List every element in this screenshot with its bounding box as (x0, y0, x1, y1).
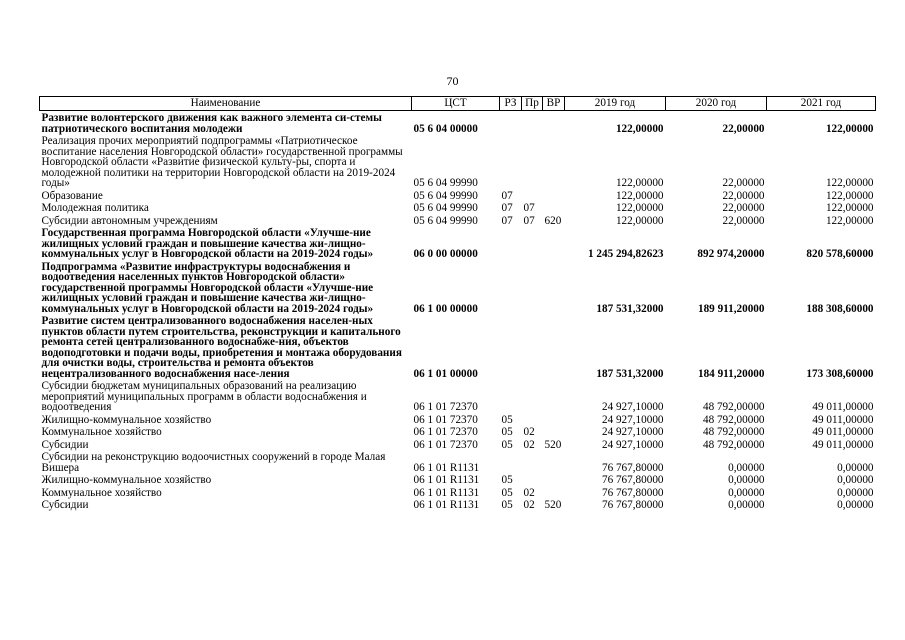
row-value-2020: 189 911,20000 (697, 302, 765, 315)
header-name: Наименование (40, 97, 412, 111)
row-value-2019: 76 767,80000 (601, 461, 664, 474)
row-value-2021: 122,00000 (825, 214, 874, 227)
row-cst: 06 1 01 72370 (413, 401, 478, 413)
row-name: Реализация прочих мероприятий подпрограммы «Патриотическое воспитание населения Новгородской области» государственной программы Новгородской области «Развитие физической культу-ры, спорта и молодежной политики на территории Новгородской области на 2019-2024 годы» (41, 135, 403, 189)
row-value-2019: 24 927,10000 (601, 413, 664, 426)
row-name: Развитие волонтерского движения как важного элемента си-стемы патриотического воспитания молодежи (41, 112, 382, 135)
row-vr (543, 425, 565, 438)
header-pr: Пр (522, 97, 543, 111)
table-header-row (40, 97, 876, 111)
row-name: Субсидии (41, 438, 89, 451)
row-value-2020: 0,00000 (728, 499, 765, 511)
row-vr (543, 486, 565, 499)
row-rz (500, 450, 522, 473)
row-cst: 06 1 00 00000 (413, 302, 478, 315)
row-value-2021: 49 011,00000 (812, 401, 874, 413)
row-value-2021: 173 308,60000 (806, 367, 874, 380)
table-row (40, 134, 876, 189)
row-rz: 07 (501, 202, 513, 214)
row-pr (522, 189, 543, 202)
row-value-2021: 122,00000 (825, 122, 874, 135)
row-rz: 05 (501, 426, 513, 438)
row-vr (543, 134, 565, 189)
budget-table (39, 96, 876, 511)
row-cst: 06 1 01 R1131 (413, 499, 480, 511)
row-name: Развитие систем централизованного водоснабжения населен-ных пунктов области путем строительства, реконструкции и капитального ремонта сетей централизованного водоснабже-ния, объектов водоподготовки и подачи воды, приобретения и монтажа оборудования для очистки воды, строительства и ремонта объектов нецентрализованного водоснабжения насе-ления (41, 315, 402, 380)
row-vr (543, 226, 565, 260)
row-pr: 07 (523, 202, 535, 214)
row-name: Жилищно-коммунальное хозяйство (41, 474, 212, 486)
row-value-2019: 24 927,10000 (601, 401, 664, 413)
row-rz: 05 (501, 486, 513, 499)
row-name: Субсидии бюджетам муниципальных образований на реализацию мероприятий муниципальных программ в области водоснабжения и водоотведения (41, 380, 367, 413)
row-cst: 06 0 00 00000 (413, 248, 478, 260)
row-pr (522, 134, 543, 189)
row-rz: 05 (501, 474, 513, 486)
row-value-2021: 820 578,60000 (806, 248, 874, 260)
row-value-2020: 48 792,00000 (702, 438, 765, 451)
row-value-2020: 0,00000 (728, 474, 765, 486)
row-value-2020: 22,00000 (722, 122, 765, 135)
row-pr: 02 (523, 426, 535, 438)
row-value-2020: 0,00000 (728, 486, 765, 499)
row-value-2021: 122,00000 (825, 177, 874, 189)
row-pr (522, 260, 543, 315)
row-value-2020: 22,00000 (722, 189, 765, 202)
row-vr (543, 379, 565, 413)
table-row (40, 214, 876, 227)
row-name: Образование (41, 189, 103, 202)
row-rz: 05 (501, 499, 513, 511)
row-pr: 02 (523, 499, 535, 511)
row-value-2020: 22,00000 (722, 177, 765, 189)
row-value-2021: 0,00000 (837, 499, 874, 511)
row-vr (543, 260, 565, 315)
row-rz: 05 (501, 438, 513, 451)
row-value-2020: 48 792,00000 (702, 401, 765, 413)
header-2019: 2019 год (565, 97, 666, 111)
row-rz (500, 379, 522, 413)
row-name: Государственная программа Новгородской области «Улучше-ние жилищных условий граждан и повышение качества жи-лищно-коммунальных услуг в Новгородской области на 2019-2024 годы» (41, 227, 374, 260)
row-vr: 520 (544, 499, 562, 511)
row-value-2020: 0,00000 (728, 461, 765, 474)
row-cst: 06 1 01 R1131 (413, 461, 480, 474)
row-cst: 05 6 04 99990 (413, 189, 478, 202)
row-vr (543, 450, 565, 473)
row-pr: 02 (523, 438, 535, 451)
row-value-2019: 122,00000 (615, 189, 664, 202)
table-row (40, 498, 876, 511)
row-cst: 06 1 01 72370 (413, 426, 478, 438)
table-row (40, 189, 876, 202)
row-value-2019: 24 927,10000 (601, 426, 664, 438)
page-number: 70 (446, 74, 459, 88)
row-cst: 06 1 01 72370 (413, 438, 478, 451)
row-rz (500, 314, 522, 379)
table-row (40, 425, 876, 438)
row-rz (500, 111, 522, 135)
row-cst: 06 1 01 R1131 (413, 486, 480, 499)
table-row (40, 260, 876, 315)
header-vr: ВР (543, 97, 565, 111)
table-row (40, 226, 876, 260)
row-pr: 02 (523, 486, 535, 499)
row-rz (500, 134, 522, 189)
row-vr: 620 (544, 214, 562, 227)
row-value-2019: 76 767,80000 (601, 499, 664, 511)
row-pr: 07 (523, 214, 535, 227)
row-cst: 05 6 04 99990 (413, 202, 478, 214)
row-rz (500, 226, 522, 260)
table-row (40, 379, 876, 413)
row-value-2020: 22,00000 (722, 214, 765, 227)
row-name: Жилищно-коммунальное хозяйство (41, 413, 212, 426)
header-2021: 2021 год (767, 97, 876, 111)
table-row (40, 201, 876, 214)
row-pr (522, 450, 543, 473)
row-value-2019: 76 767,80000 (601, 474, 664, 486)
row-value-2021: 49 011,00000 (812, 426, 874, 438)
header-rz: РЗ (500, 97, 522, 111)
header-cst: ЦСТ (412, 97, 500, 111)
row-pr (522, 111, 543, 135)
row-rz: 07 (501, 189, 513, 202)
table-row (40, 111, 876, 135)
header-2020: 2020 год (666, 97, 767, 111)
row-value-2019: 122,00000 (615, 177, 664, 189)
row-rz: 07 (501, 214, 513, 227)
row-cst: 06 1 01 00000 (413, 367, 478, 380)
row-value-2021: 188 308,60000 (806, 302, 874, 315)
row-name: Субсидии автономным учреждениям (41, 214, 218, 227)
row-value-2020: 892 974,20000 (697, 248, 765, 260)
row-vr: 520 (544, 438, 562, 451)
row-pr (522, 379, 543, 413)
row-value-2021: 49 011,00000 (812, 438, 874, 451)
row-value-2020: 48 792,00000 (702, 426, 765, 438)
row-value-2019: 76 767,80000 (601, 486, 664, 499)
row-value-2019: 122,00000 (615, 202, 664, 214)
row-cst: 05 6 04 99990 (413, 214, 478, 227)
row-value-2019: 122,00000 (615, 122, 664, 135)
row-pr (522, 413, 543, 426)
row-name: Субсидии (41, 499, 89, 511)
row-cst: 06 1 01 R1131 (413, 474, 480, 486)
row-vr (543, 473, 565, 486)
row-vr (543, 111, 565, 135)
row-value-2021: 0,00000 (837, 474, 874, 486)
table-body (40, 111, 876, 511)
row-vr (543, 314, 565, 379)
row-vr (543, 201, 565, 214)
row-cst: 05 6 04 99990 (413, 177, 478, 189)
row-value-2019: 187 531,32000 (596, 302, 664, 315)
row-value-2020: 22,00000 (722, 202, 765, 214)
row-pr (522, 314, 543, 379)
table-row (40, 473, 876, 486)
row-name: Подпрограмма «Развитие инфраструктуры водоснабжения и водоотведения населенных пунктов Новгородской области» государственной программы Новгородской области «Улучше-ние жилищных условий граждан и повышение качества жи-лищно-коммунальных услуг в Новгородской области на 2019-2024 годы» (41, 260, 374, 315)
row-name: Молодежная политика (41, 202, 149, 214)
row-name: Субсидии на реконструкцию водоочистных сооружений в городе Малая Вишера (41, 451, 386, 474)
row-value-2019: 122,00000 (615, 214, 664, 227)
row-value-2021: 122,00000 (825, 189, 874, 202)
row-rz (500, 260, 522, 315)
row-vr (543, 413, 565, 426)
table-row (40, 450, 876, 473)
row-pr (522, 473, 543, 486)
row-value-2019: 187 531,32000 (596, 367, 664, 380)
row-name: Коммунальное хозяйство (41, 486, 162, 499)
row-value-2021: 0,00000 (837, 486, 874, 499)
row-value-2021: 122,00000 (825, 202, 874, 214)
row-rz: 05 (501, 413, 513, 426)
row-cst: 06 1 01 72370 (413, 413, 478, 426)
row-name: Коммунальное хозяйство (41, 426, 162, 438)
row-value-2020: 48 792,00000 (702, 413, 765, 426)
row-value-2021: 49 011,00000 (812, 413, 874, 426)
row-value-2020: 184 911,20000 (697, 367, 765, 380)
row-cst: 05 6 04 00000 (413, 122, 478, 135)
table-row (40, 486, 876, 499)
table-row (40, 413, 876, 426)
row-value-2021: 0,00000 (837, 461, 874, 474)
row-vr (543, 189, 565, 202)
row-value-2019: 24 927,10000 (601, 438, 664, 451)
table-row (40, 438, 876, 451)
row-value-2019: 1 245 294,82623 (587, 248, 664, 260)
table-row (40, 314, 876, 379)
row-pr (522, 226, 543, 260)
